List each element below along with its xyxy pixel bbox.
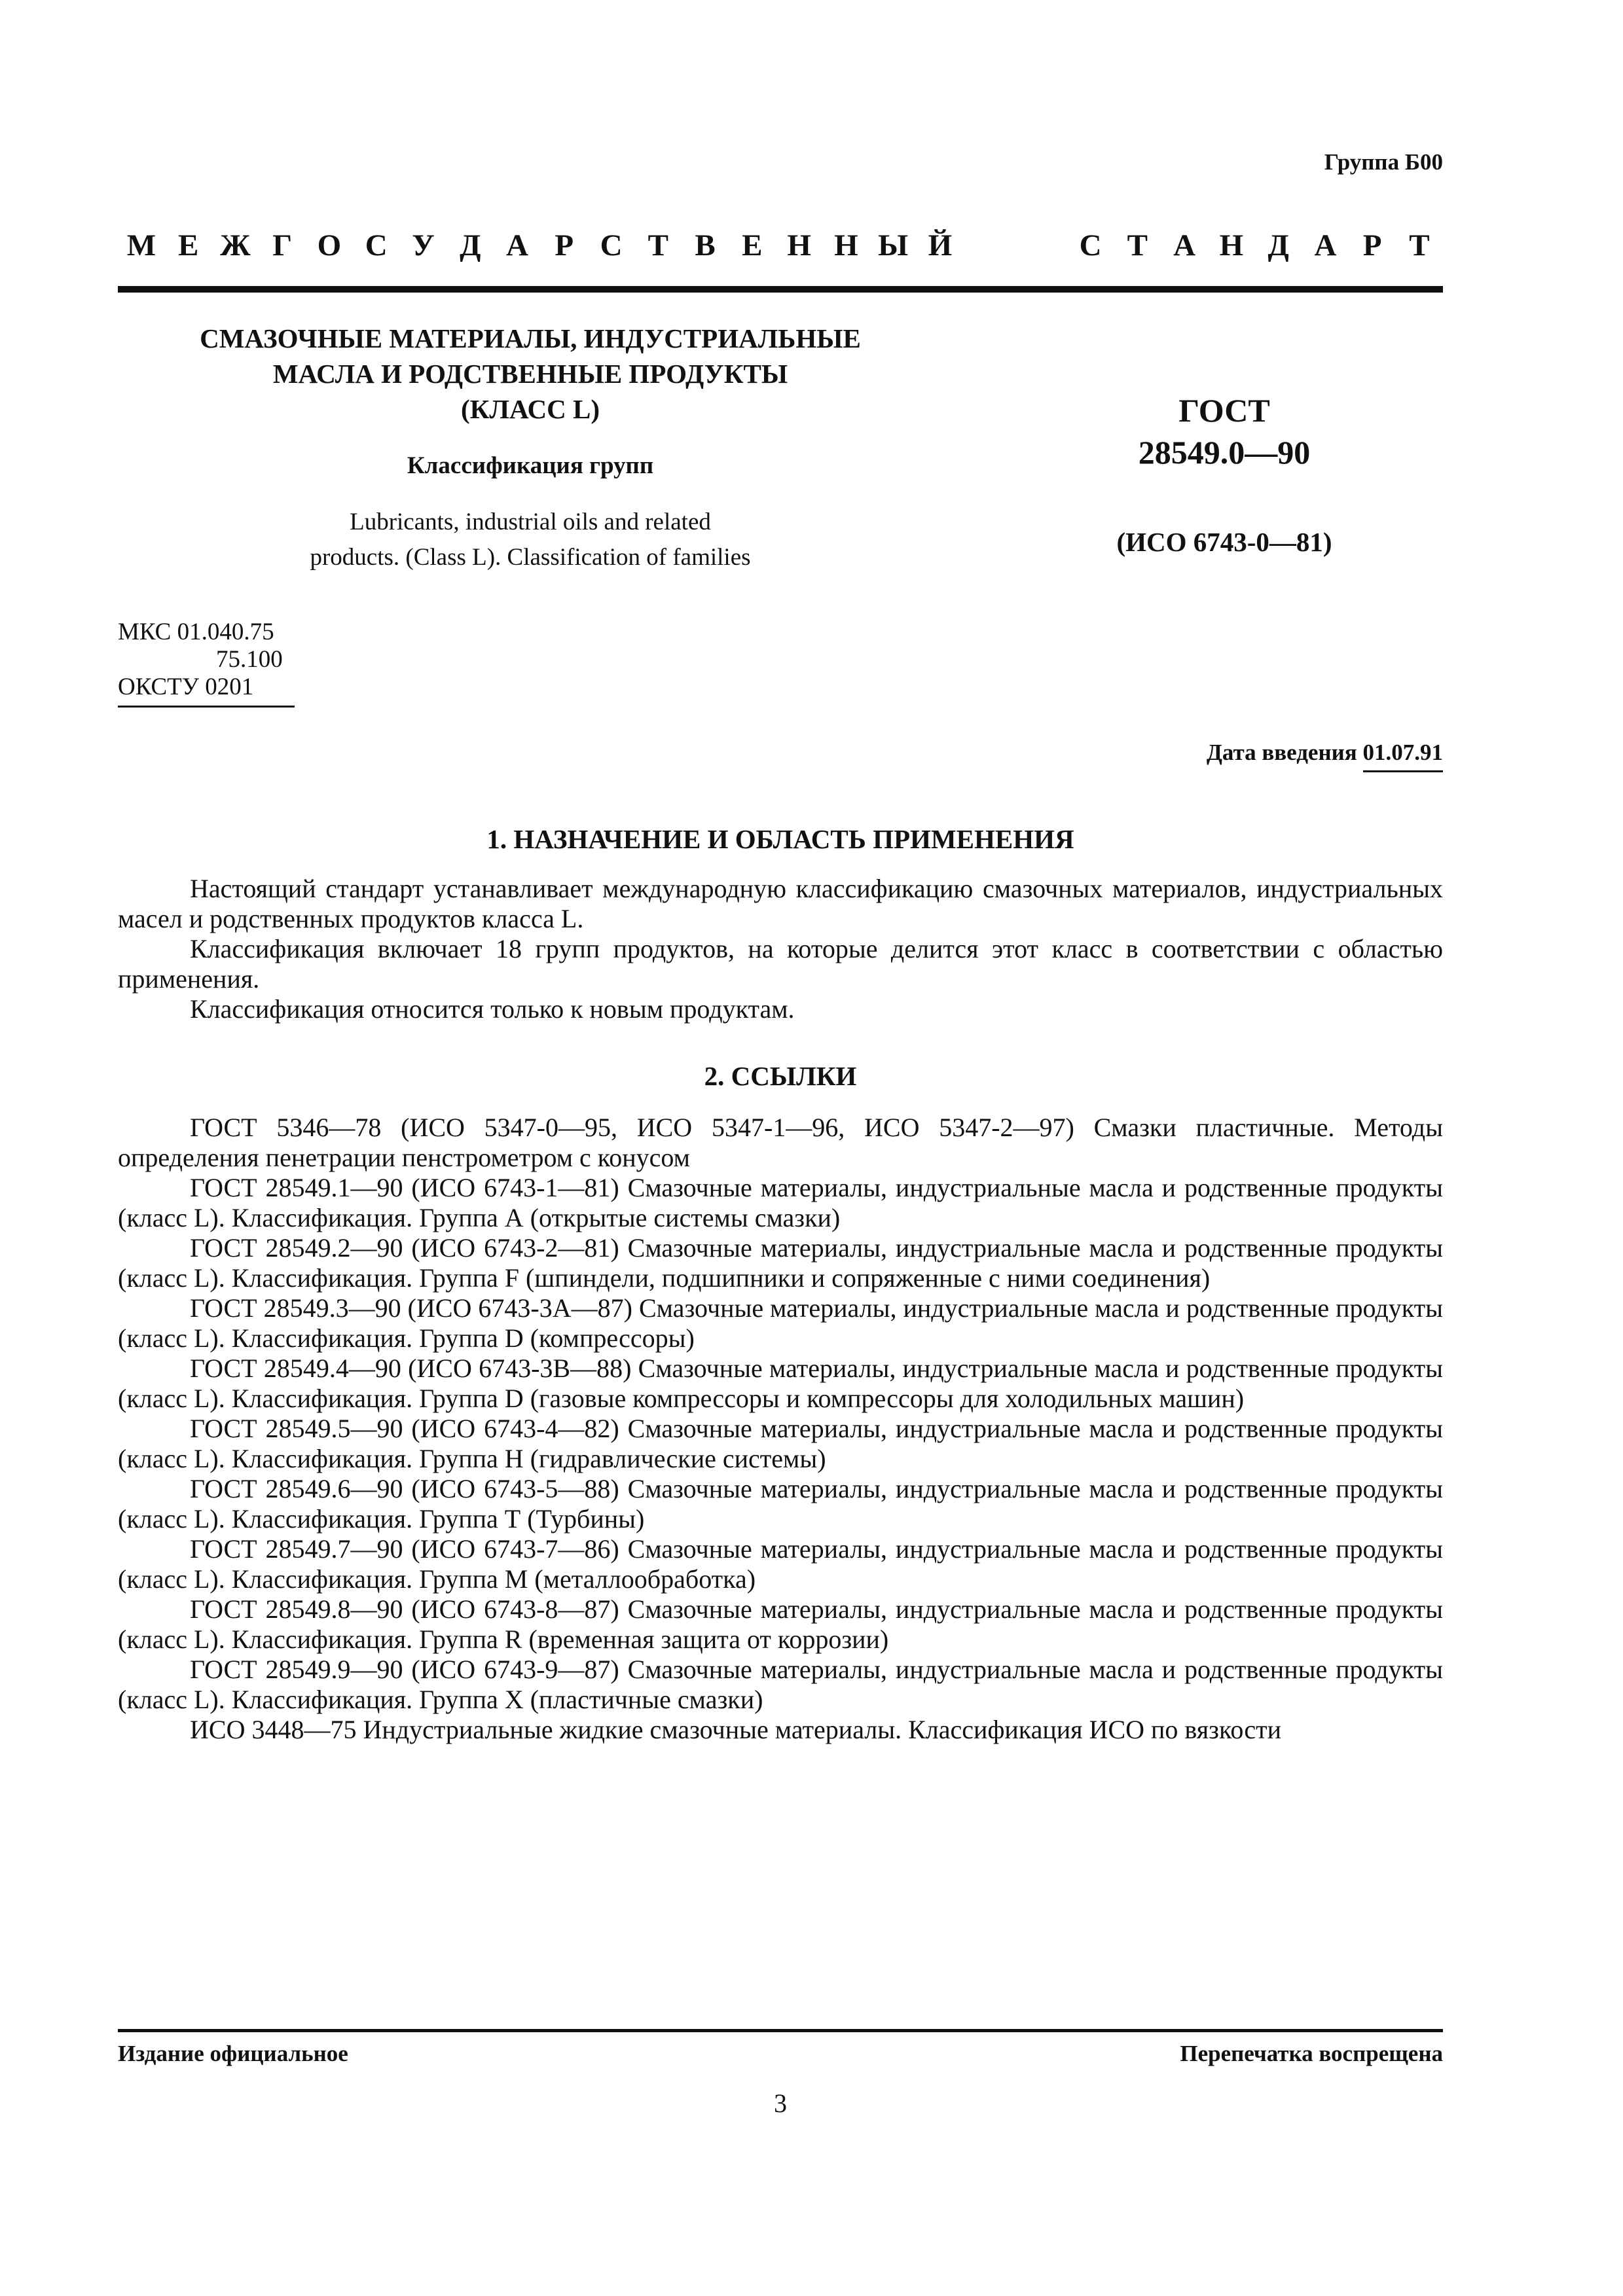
banner-letter: У [412, 228, 435, 262]
english-title [118, 505, 943, 575]
reference-item: ГОСТ 28549.5—90 (ИСО 6743-4—82) Смазочные материалы, индустриальные масла и родственные продукты (класс L). Классификация. Группа Н (гидравлические системы) [118, 1414, 1443, 1473]
banner-letter: Й [928, 228, 953, 262]
banner-letter: Т [1127, 228, 1148, 262]
gost-number: 28549.0—90 [1138, 434, 1311, 471]
gost-label: ГОСТ [1178, 392, 1270, 429]
standard-designation [1041, 389, 1408, 560]
paragraph: Настоящий стандарт устанавливает международную классификацию смазочных материалов, индустриальных масел и родственных продуктов класса L. [118, 874, 1443, 933]
title-line-3: (КЛАСС L) [461, 394, 600, 424]
classification-codes [118, 619, 283, 701]
effective-date-value: 01.07.91 [1363, 740, 1444, 772]
paragraph: Классификация относится только к новым продуктам. [190, 994, 795, 1024]
title-line-2: МАСЛА И РОДСТВЕННЫЕ ПРОДУКТЫ [272, 359, 788, 389]
reference-item: ГОСТ 28549.3—90 (ИСО 6743-3А—87) Смазочные материалы, индустриальные масла и родственные продукты (класс L). Классификация. Группа D (компрессоры) [118, 1293, 1443, 1353]
page-number: 3 [774, 2089, 787, 2118]
banner-letter: Д [1267, 228, 1289, 262]
banner-letter: Т [1409, 228, 1430, 262]
iso-equivalent: (ИСО 6743-0—81) [1116, 527, 1332, 557]
codes-rule [118, 706, 295, 708]
banner-letter: Д [460, 228, 481, 262]
banner-letter: А [1314, 228, 1337, 262]
banner-letter: Г [272, 228, 293, 262]
banner-letter: С [365, 228, 388, 262]
banner-letter: Ж [220, 228, 251, 262]
official-edition-note: Издание официальное [118, 2041, 348, 2066]
section-1-body [118, 874, 1443, 1024]
group-label: Группа Б00 [1324, 149, 1443, 175]
banner-letter: Е [742, 228, 763, 262]
mks-code-2: 75.100 [216, 646, 283, 673]
mks-code-1: МКС 01.040.75 [118, 619, 274, 645]
english-title-line-1: Lubricants, industrial oils and related [350, 509, 711, 535]
references-list [118, 1113, 1443, 1745]
effective-date [1207, 740, 1443, 766]
reference-item: ГОСТ 28549.9—90 (ИСО 6743-9—87) Смазочные материалы, индустриальные масла и родственные продукты (класс L). Классификация. Группа X (пластичные смазки) [118, 1655, 1443, 1714]
banner-gap [964, 226, 1067, 265]
banner-letter: Т [647, 228, 668, 262]
banner-letter: С [1079, 228, 1102, 262]
section-2-heading: 2. ССЫЛКИ [704, 1061, 857, 1091]
banner-letter: Р [555, 228, 574, 262]
header-rule [118, 286, 1443, 293]
okstu-code: ОКСТУ 0201 [118, 673, 254, 700]
effective-date-label: Дата введения [1206, 740, 1357, 765]
reference-item: ГОСТ 28549.8—90 (ИСО 6743-8—87) Смазочные материалы, индустриальные масла и родственные продукты (класс L). Классификация. Группа R (временная защита от коррозии) [118, 1594, 1443, 1654]
title-block [118, 321, 943, 575]
reference-item: ИСО 3448—75 Индустриальные жидкие смазочные материалы. Классификация ИСО по вязкости [190, 1715, 1282, 1744]
english-title-line-2: products. (Class L). Classification of families [310, 544, 751, 571]
interstate-standard-banner [118, 226, 1443, 265]
banner-letter: Е [177, 228, 199, 262]
banner-letter: Н [1219, 228, 1244, 262]
banner-letter: М [126, 228, 156, 262]
banner-letter: Р [1362, 228, 1382, 262]
reference-item: ГОСТ 28549.7—90 (ИСО 6743-7—86) Смазочные материалы, индустриальные масла и родственные продукты (класс L). Классификация. Группа М (металлообработка) [118, 1534, 1443, 1594]
paragraph: Классификация включает 18 групп продуктов, на которые делится этот класс в соответствии с областью применения. [118, 934, 1443, 994]
reference-item: ГОСТ 28549.6—90 (ИСО 6743-5—88) Смазочные материалы, индустриальные масла и родственные продукты (класс L). Классификация. Группа Т (Турбины) [118, 1474, 1443, 1534]
banner-letter: А [506, 228, 528, 262]
banner-letter: В [695, 228, 716, 262]
banner-letter: Ы [878, 228, 909, 262]
banner-letter: А [1173, 228, 1196, 262]
reprint-prohibited-note: Перепечатка воспрещена [1180, 2041, 1443, 2066]
reference-item: ГОСТ 28549.4—90 (ИСО 6743-3В—88) Смазочные материалы, индустриальные масла и родственные продукты (класс L). Классификация. Группа D (газовые компрессоры и компрессоры для холодильных машин) [118, 1354, 1443, 1413]
section-1-heading: 1. НАЗНАЧЕНИЕ И ОБЛАСТЬ ПРИМЕНЕНИЯ [486, 824, 1074, 854]
banner-letter: С [600, 228, 623, 262]
reference-item: ГОСТ 28549.1—90 (ИСО 6743-1—81) Смазочные материалы, индустриальные масла и родственные продукты (класс L). Классификация. Группа А (открытые системы смазки) [118, 1173, 1443, 1232]
footer-rule [118, 2029, 1443, 2032]
banner-letter: Н [834, 228, 858, 262]
subtitle: Классификация групп [407, 452, 654, 479]
title-line-1: СМАЗОЧНЫЕ МАТЕРИАЛЫ, ИНДУСТРИАЛЬНЫЕ [200, 323, 861, 353]
banner-letter: О [317, 228, 342, 262]
reference-item: ГОСТ 5346—78 (ИСО 5347-0—95, ИСО 5347-1—96, ИСО 5347-2—97) Смазки пластичные. Методы определения пенетрации пенстрометром с конусом [118, 1113, 1443, 1172]
reference-item: ГОСТ 28549.2—90 (ИСО 6743-2—81) Смазочные материалы, индустриальные масла и родственные продукты (класс L). Классификация. Группа F (шпиндели, подшипники и сопряженные с ними соединения) [118, 1233, 1443, 1293]
banner-letter: Н [787, 228, 811, 262]
